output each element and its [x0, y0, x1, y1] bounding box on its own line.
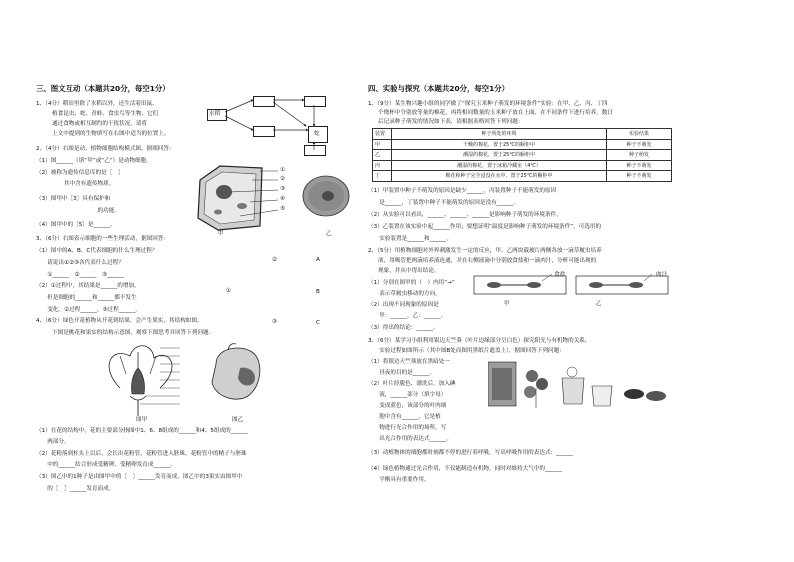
table-header: 实验结果 [607, 129, 672, 140]
flower-caption: 图甲 [136, 417, 148, 423]
salt-label: 食盐 [554, 272, 566, 278]
q1-line: 植食昆虫、蛇、青蛙、食虫鸟等生物，它们 [52, 111, 159, 117]
broth-label: 肉汁 [656, 272, 668, 278]
table-cell: 棉花和种子完全浸没在水中，置于25℃的橱柜中 [392, 171, 607, 182]
slide-a-label: 甲 [504, 301, 510, 307]
q1-line: 通过食物或相互制约的干扰状况。请将 [52, 121, 148, 127]
cell-label: ① [280, 167, 286, 173]
q1-line: 上文中提到的生物填写在右图中适当的位置上。 [52, 131, 170, 137]
q3-line: （2）①过程中，其结果是______的增加， [36, 283, 140, 289]
cell-label: ④ [280, 196, 286, 202]
food-web-node-snake: 蛇 [308, 126, 328, 143]
cell-caption-a: 甲 [218, 231, 224, 237]
r-q3-answer-line: 物进行光合作用的场所，写 [368, 425, 447, 431]
q3-label: A [316, 257, 320, 263]
q3-line: 变化。②过程______，③过程______。 [36, 307, 142, 313]
r-q1-answer-line: 是______，丁装置中种子不能萌发的原因是没有______。 [368, 200, 520, 206]
cell-diagrams [190, 160, 360, 240]
r-q1-line: 个烧杯中分别放等量的棉花，再将相同数量的玉米种子放在上面，在不同条件下进行培养，数日 [378, 110, 613, 116]
r-q2-line: 2、（5分）用植物细胞对外界刺激发生一定的反应，甲、乙两块载玻片两侧各放一滴草履虫培养 [368, 248, 602, 254]
table-cell: 种子不萌发 [607, 160, 672, 171]
slides-diagram [472, 272, 672, 312]
q3-line: 请说出①②③各代表什么过程？ [36, 260, 124, 266]
r-q2-answer-line: （2）出现不同现象的原因是 [368, 302, 439, 308]
r-q3-answer-line: 出光合作用的表达式______。 [368, 436, 452, 442]
table-cell: 种子不萌发 [607, 171, 672, 182]
cell-label: ⑤ [280, 206, 286, 212]
q2-line: 其中含有遗传物质。 [36, 181, 115, 187]
q3-label: C [316, 320, 320, 326]
food-web-arrows [200, 90, 340, 160]
fruit-caption: 图乙 [232, 417, 244, 423]
q4-answer-line: 的［ ］______发育而成。 [36, 486, 115, 492]
left-section-title: 三、图文互动（本题共20分，每空1分） [36, 84, 170, 93]
q3-line: （1）图中的A、B、C代表细胞的什么生理过程？ [36, 248, 158, 254]
table-header-row [373, 129, 672, 140]
r-q1-line: 后记录种子萌发的情况如下表，请根据表格回答下列问题： [378, 119, 524, 125]
table-header: 装置 [373, 129, 392, 140]
r-q1-answer-line: （1）甲装置中种子不萌发的原因是缺少______，丙装置种子不能萌发的原因 [368, 188, 557, 194]
table-cell: 潮湿的棉花，置于冰箱冷藏室（4℃） [392, 160, 607, 171]
q4-answer-line: （2）花粉落到柱头上以后，会长出花粉管，花粉管进入胚珠，花粉管中的精子与胚珠 [36, 451, 247, 457]
r-q3-line: 实验过程如图所示（其中图B处而图用黑纸片遮盖上），据图回答下列问题： [368, 348, 565, 354]
q3-label: ③ [272, 319, 278, 325]
experiment-table [372, 128, 672, 182]
table-row [373, 139, 672, 150]
table-row [373, 150, 672, 161]
q2-line: 的功能。 [36, 208, 120, 214]
slide-b-label: 乙 [596, 301, 602, 307]
cell-label: ③ [280, 186, 286, 192]
cell-label: ② [280, 176, 286, 182]
photosynthesis-process-diagram [488, 358, 668, 418]
table-cell: 丁 [373, 171, 392, 182]
q4-answer-line: 中的______结合形成受精卵，受精卵发育成______。 [36, 462, 176, 468]
q2-line: （4）图甲中的［5］是______。 [36, 222, 116, 228]
r-q3-answer-line: 胞中含有______，它是植 [368, 414, 441, 420]
r-q2-answer-line: 甲：______，乙：______。 [368, 313, 447, 319]
q1-line: 1、（4分）稻田里除了水稻以外，还生活着田鼠、 [36, 101, 158, 107]
r-q3-answer-line: （2）叶片经脱色、漂洗后，加入碘 [368, 381, 456, 387]
r-q2-line: 液，用吸管把两滴培养液连通，并在右侧液滴中分别放食盐和一滴肉汁，分析可能出现的 [378, 258, 597, 264]
q3-label: B [316, 289, 320, 295]
table-cell: 丙 [373, 160, 392, 171]
r-q1-answer-line: （2）从实验可以看出，______、______、______是影响种子萌发的环境条件。 [368, 212, 562, 218]
r-q1-answer-line: （3）乙装置在该实验中起______作用；要想证明“温度是影响种子萌发的环境条件”，可选用的 [368, 224, 602, 230]
q3-line: 3、（6分）右图表示细胞的一些生理活动，据图回答： [36, 236, 169, 242]
r-q2-answer-line: 表示草履虫移动的方向。 [368, 291, 441, 297]
r-q2-line: 现象，并从中得出结论。 [378, 268, 440, 274]
r-q3-answer-line: （3）动植物体的细胞都时刻都不停的进行着呼吸，写出呼吸作用的表达式：______ [368, 450, 573, 456]
r-q3-answer-line: （1）将银边天竺葵放在黑暗处一 [368, 359, 450, 365]
q2-line: （2）被称为遗传信息库的是［ ］ [36, 170, 124, 176]
q3-label: ② [272, 257, 278, 263]
r-q2-answer-line: （3）得出的结论：______。 [368, 325, 439, 331]
flower-fruit-diagrams [90, 338, 280, 420]
table-cell: 种子萌发 [607, 150, 672, 161]
table-cell: 甲 [373, 139, 392, 150]
table-row [373, 160, 672, 171]
q2-line: 2、（4分）右图是动、植物细胞结构模式图，据图回答： [36, 146, 175, 152]
table-cell: 种子不萌发 [607, 139, 672, 150]
cell-caption-b: 乙 [326, 231, 332, 237]
table-cell: 潮湿的棉花，置于25℃的橱柜中 [392, 150, 607, 161]
table-header: 种子所处的环境 [392, 129, 607, 140]
q4-answer-line: （1）在花的结构中，花的主要部分指图中1、6、8组成的______和4、5组成的______ [36, 428, 248, 434]
q4-answer-line: （3）图乙中的1种子是由图甲中的［ ］______发育而成，图乙中的3果实由图甲中 [36, 474, 243, 480]
q2-line: （1）图______（填“甲”或“乙”）是动物细胞。 [36, 158, 152, 164]
r-q3-answer-line: 变成蓝色，该部分的叶肉细 [368, 403, 447, 409]
r-q3-answer-line: 平衡具有重要作用。 [368, 477, 430, 483]
q3-label: ① [226, 288, 232, 294]
q4-line: 4、（6分）绿色开花植物从开花到结果，会产生果实，其结构如图， [36, 318, 203, 324]
q3-line: 但是细胞的______和______都不发生 [36, 295, 137, 301]
food-web-node-rice: 水稻 [207, 109, 227, 121]
r-q3-answer-line: （4）绿色植物通过光合作用，不仅能制造有机物，同时对维持大气中的______ [368, 466, 562, 472]
r-q3-answer-line: 昼夜的目的是______。 [368, 370, 436, 376]
r-q1-answer-line: 实验装置是______和______。 [368, 236, 452, 242]
q2-line: （3）图甲中［3］具有保护和 [36, 196, 111, 202]
q4-answer-line: 两部分。 [36, 439, 70, 445]
table-cell: 干燥的棉花，置于25℃的橱柜中 [392, 139, 607, 150]
r-q1-line: 1、（9分）某生物兴趣小组的同学做了“探究玉米种子萌发的环境条件”实验：在甲、乙、丙、丁四 [368, 101, 608, 107]
q4-line: 下图是桃花和果实的结构示意图，观察下图思考并回答下列问题： [52, 330, 215, 336]
table-cell: 乙 [373, 150, 392, 161]
r-q3-line: 3、（6分）某学习小组利用银边天竺葵（叶片边缘部分呈白色）探究阳光与有机物的关系， [368, 338, 591, 344]
right-section-title: 四、实验与探究（本题共20分，每空1分） [368, 84, 510, 93]
r-q2-answer-line: （1）分别在图甲的（ ）内用“→” [368, 280, 455, 286]
r-q3-answer-line: 液，______部分（填字母） [368, 392, 447, 398]
table-row [373, 171, 672, 182]
q3-line: ①______ ②______ ③______ [36, 272, 124, 278]
